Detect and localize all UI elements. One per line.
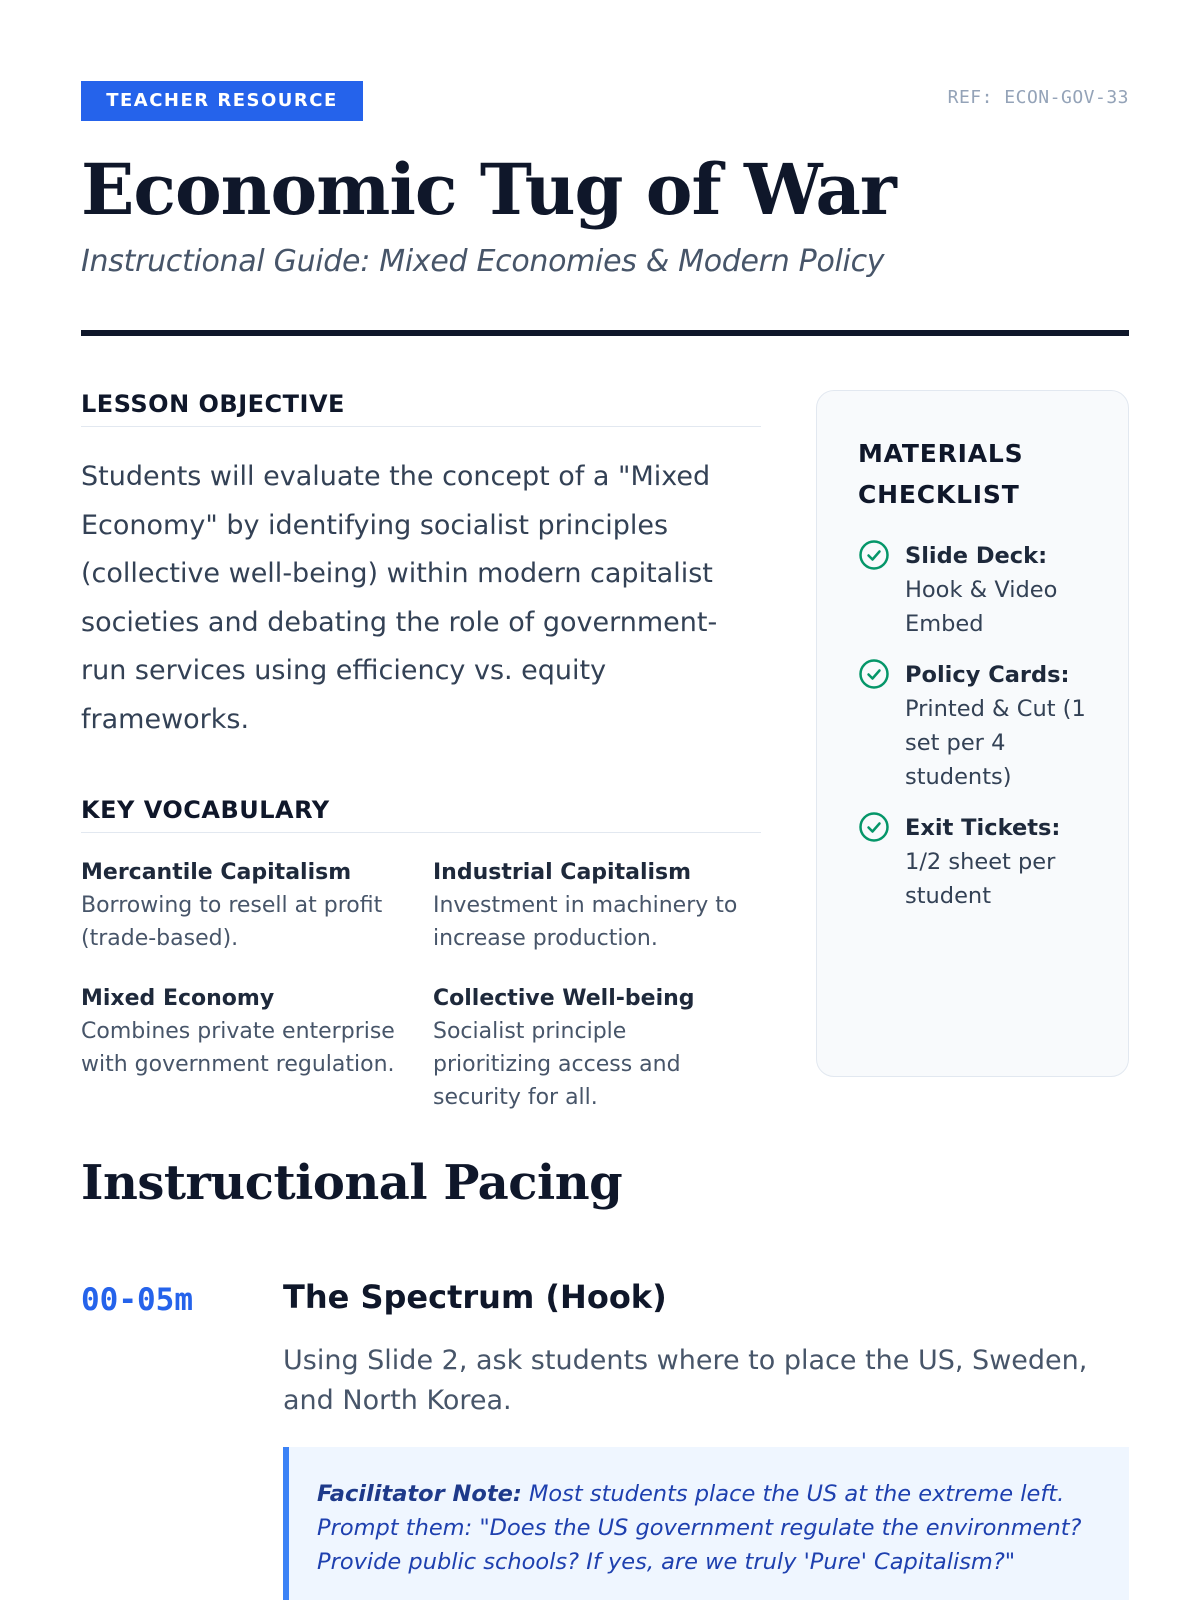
main-column: [81, 390, 761, 1114]
vocab-definition: Combines private enterprise with government regulation.: [81, 1019, 395, 1077]
page-subtitle: Instructional Guide: Mixed Economies & Modern Policy: [81, 244, 885, 279]
vocab-term: Industrial Capitalism: [433, 860, 692, 885]
vocab-term: Mercantile Capitalism: [81, 860, 352, 885]
vocab-item: [81, 857, 433, 955]
teacher-resource-badge: TEACHER RESOURCE: [81, 81, 363, 121]
vocab-term: Mixed Economy: [81, 986, 275, 1011]
lesson-objective-heading: LESSON OBJECTIVE: [81, 390, 761, 427]
check-circle-icon: [858, 658, 890, 690]
materials-list: [858, 539, 1088, 913]
vocab-definition: Socialist principle prioritizing access and security for all.: [433, 1019, 681, 1110]
lesson-objective-text: Students will evaluate the concept of a "Mixed Economy" by identifying socialist principles (collective well-being) within modern capitalist societies and debating the role of government-run services using efficiency vs. equity frameworks.: [81, 461, 718, 735]
vocab-term: Collective Well-being: [433, 986, 695, 1011]
vocab-definition: Investment in machinery to increase production.: [433, 893, 738, 951]
header-divider: [81, 330, 1129, 336]
materials-checklist-heading: MATERIALS CHECKLIST: [858, 439, 1024, 509]
materials-item-label: Slide Deck:: [905, 543, 1048, 569]
facilitator-note: [283, 1447, 1129, 1600]
facilitator-note-text: Most students place the US at the extreme left. Prompt them: "Does the US government regulate the environment? Provide public schools? If yes, are we truly 'Pure' Capitalism?": [317, 1481, 1082, 1575]
check-circle-icon: [858, 539, 890, 571]
vocab-item: [81, 983, 433, 1114]
materials-item: [858, 811, 1088, 913]
pacing-step-text: Using Slide 2, ask students where to place the US, Sweden, and North Korea.: [283, 1345, 1088, 1416]
facilitator-note-label: Facilitator Note:: [317, 1481, 522, 1507]
vocab-definition: Borrowing to resell at profit (trade-based).: [81, 893, 383, 951]
materials-item: [858, 658, 1088, 794]
instructional-pacing-heading: Instructional Pacing: [81, 1155, 623, 1211]
materials-item-label: Policy Cards:: [905, 662, 1070, 688]
pacing-step: [283, 1275, 1129, 1600]
materials-item: [858, 539, 1088, 641]
header-bar: [81, 81, 1129, 121]
vocabulary-grid: [81, 857, 761, 1114]
reference-code: REF: ECON-GOV-33: [947, 87, 1129, 108]
materials-item-label: Exit Tickets:: [905, 815, 1061, 841]
materials-item-detail: 1/2 sheet per student: [905, 849, 1056, 909]
pacing-step-time: 00-05m: [81, 1282, 193, 1318]
materials-item-detail: Printed & Cut (1 set per 4 students): [905, 696, 1086, 790]
teacher-guide-page: [81, 0, 1129, 1600]
materials-checklist: [816, 390, 1129, 1077]
page-title: Economic Tug of War: [81, 148, 896, 231]
vocab-item: [433, 983, 761, 1114]
check-circle-icon: [858, 811, 890, 843]
pacing-step-title: The Spectrum (Hook): [283, 1278, 667, 1316]
vocab-item: [433, 857, 761, 955]
key-vocabulary-heading: KEY VOCABULARY: [81, 796, 761, 833]
materials-item-detail: Hook & Video Embed: [905, 577, 1058, 637]
